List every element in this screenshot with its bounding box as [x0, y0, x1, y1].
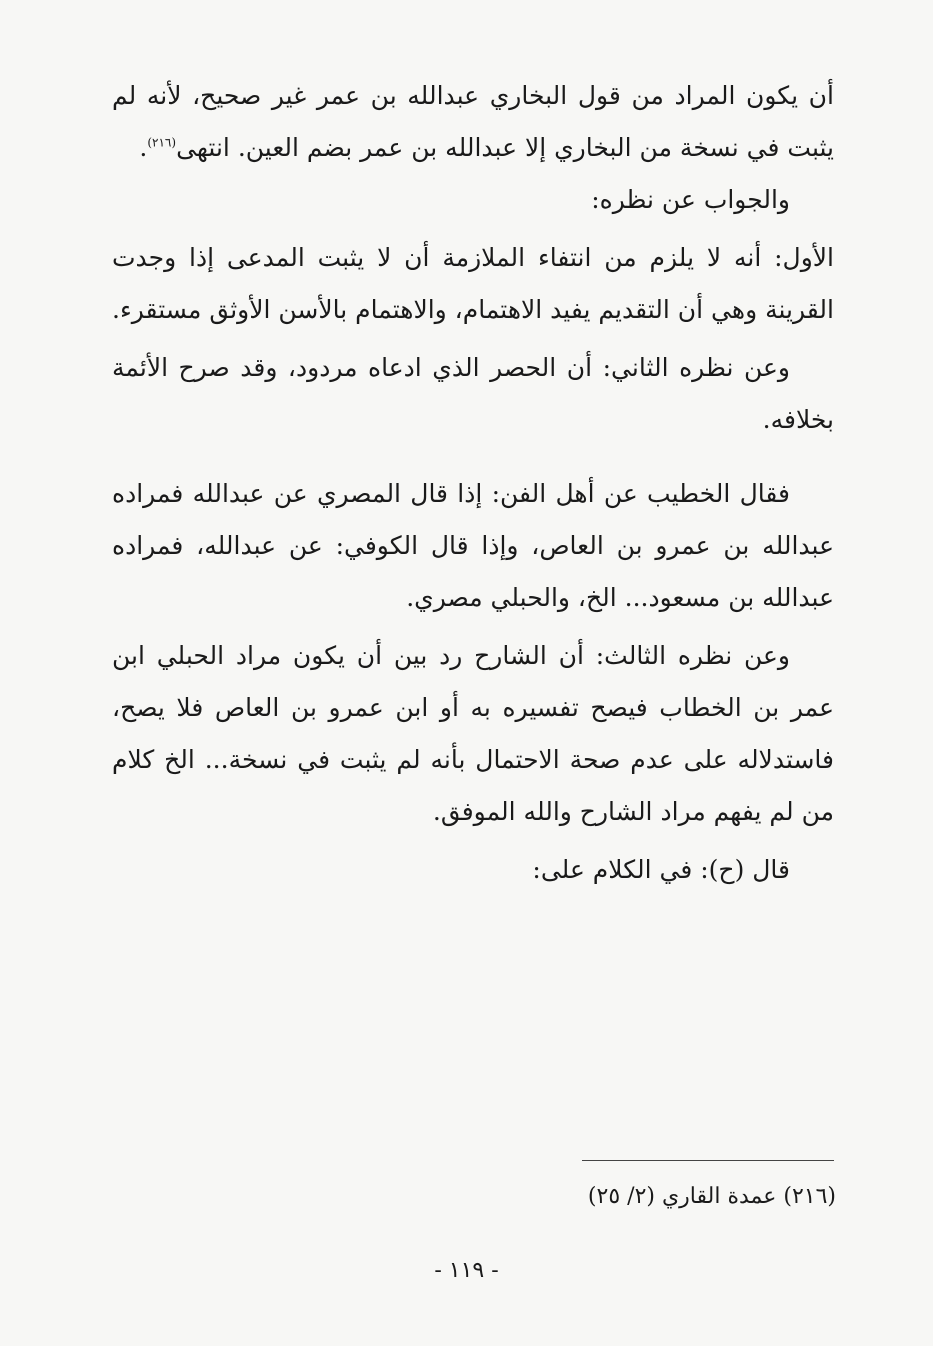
paragraph-5: فقال الخطيب عن أهل الفن: إذا قال المصري عن عبدالله فمراده عبدالله بن عمرو بن العاص، وإذا قال الكوفي: عن عبدالله، فمراده عبدالله بن مسعود... الخ، والحبلي مصري.: [112, 479, 834, 612]
paragraph-2: والجواب عن نظره:: [591, 185, 790, 214]
paragraph-7: قال (ح): في الكلام على:: [532, 855, 790, 884]
page-number: - ١١٩ -: [434, 1258, 499, 1283]
paragraph-1-end: .: [139, 133, 148, 162]
paragraph-4: وعن نظره الثاني: أن الحصر الذي ادعاه مردود، وقد صرح الأئمة بخلافه.: [112, 353, 834, 434]
paragraph-1: [112, 70, 834, 174]
footnote-divider: [582, 1160, 834, 1161]
paragraph-1-text: أن يكون المراد من قول البخاري عبدالله بن عمر غير صحيح، لأنه لم يثبت في نسخة من البخاري إلا عبدالله بن عمر بضم العين. انتهى: [112, 81, 834, 162]
paragraph-3: الأول: أنه لا يلزم من انتفاء الملازمة أن لا يثبت المدعى إذا وجدت القرينة وهي أن التقديم يفيد الاهتمام، والاهتمام بالأسن الأوثق مستقرء.: [112, 243, 834, 324]
paragraph-6: وعن نظره الثالث: أن الشارح رد بين أن يكون مراد الحبلي ابن عمر بن الخطاب فيصح تفسيره به أو ابن عمرو بن العاص فلا يصح، فاستدلاله على عدم صحة الاحتمال بأنه لم يثبت في نسخة... الخ كلام من لم يفهم مراد الشارح والله الموفق.: [112, 641, 834, 826]
footnote: (٢١٦) عمدة القاري (٢/ ٢٥): [587, 1184, 836, 1209]
footnote-reference[interactable]: (٢١٦): [147, 135, 177, 150]
main-text: [112, 70, 834, 896]
